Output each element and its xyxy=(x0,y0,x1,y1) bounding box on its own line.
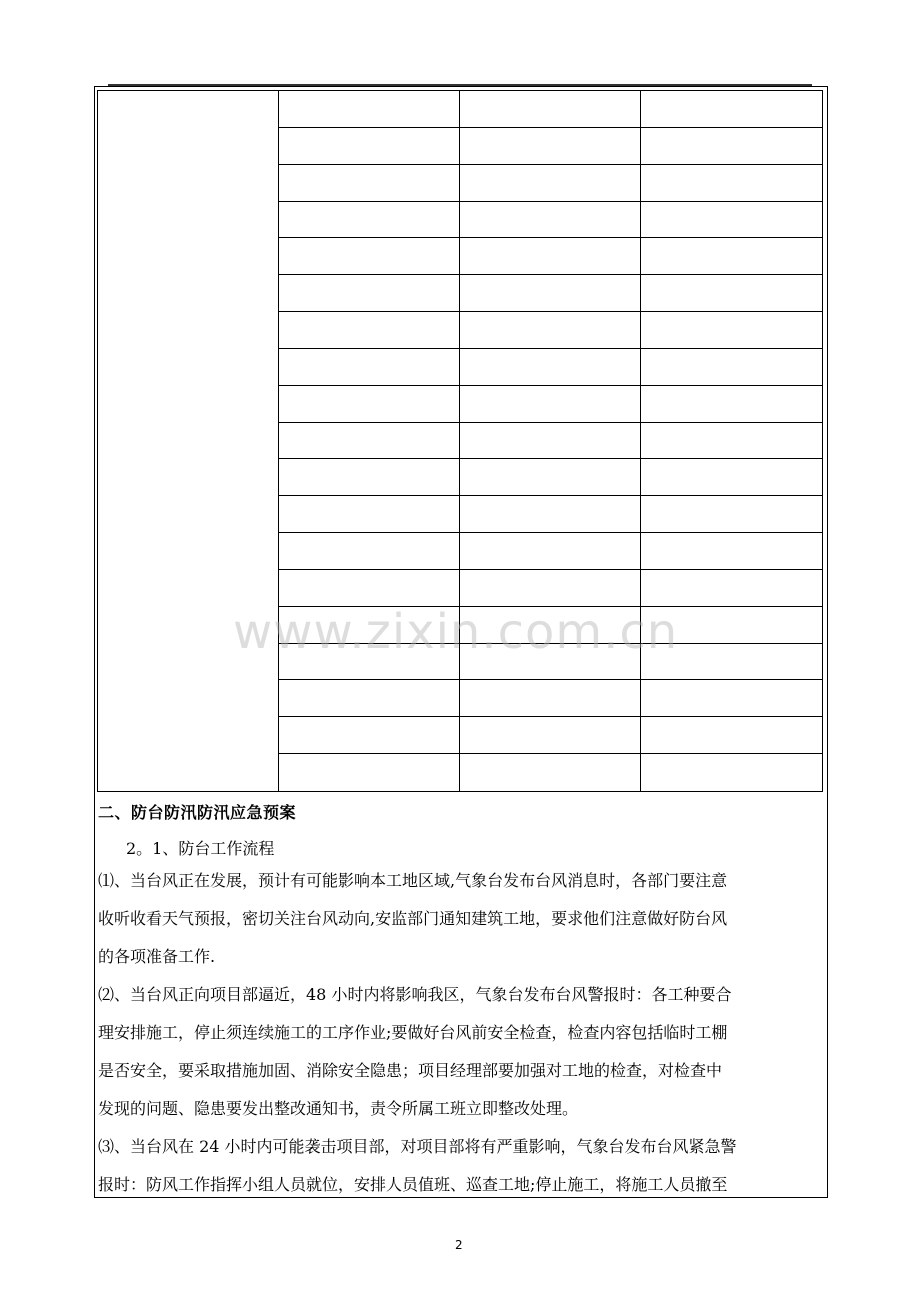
table-cell xyxy=(279,312,460,349)
paragraph-line: 是否安全，要采取措施加固、消除安全隐患；项目经理部要加强对工地的检查，对检查中 xyxy=(98,1061,723,1080)
table-cell xyxy=(641,275,822,312)
table-cell xyxy=(279,717,460,754)
table-cell xyxy=(460,312,641,349)
table-cell xyxy=(460,165,641,202)
table-cell xyxy=(460,238,641,275)
paragraph-line: ⑴、当台风正在发展，预计有可能影响本工地区域,气象台发布台风消息时，各部门要注意 xyxy=(98,871,728,890)
table-cell xyxy=(460,459,641,496)
table-cell xyxy=(641,754,822,791)
section-subtitle: 2。1、防台工作流程 xyxy=(126,839,275,858)
table-cell xyxy=(279,275,460,312)
table-cell xyxy=(641,680,822,717)
paragraph-line: 收听收看天气预报，密切关注台风动向,安监部门通知建筑工地，要求他们注意做好防台风 xyxy=(98,909,728,928)
table-cell xyxy=(641,165,822,202)
table-cell xyxy=(641,349,822,386)
table-cell xyxy=(279,349,460,386)
watermark: www.zixin.com.cn xyxy=(233,604,679,660)
paragraph-line: 发现的问题、隐患要发出整改通知书，责令所属工班立即整改处理。 xyxy=(98,1099,579,1118)
blank-table xyxy=(97,90,823,792)
table-cell xyxy=(641,459,822,496)
table-cell xyxy=(279,570,460,607)
table-cell xyxy=(279,165,460,202)
table-cell xyxy=(641,533,822,570)
table-cell xyxy=(460,202,641,239)
table-cell xyxy=(279,386,460,423)
table-cell xyxy=(460,349,641,386)
table-cell xyxy=(460,423,641,460)
table-cell xyxy=(279,238,460,275)
table-cell xyxy=(460,570,641,607)
table-cell xyxy=(460,496,641,533)
table-cell xyxy=(460,386,641,423)
table-cell xyxy=(279,533,460,570)
table-cell xyxy=(641,386,822,423)
table-cell xyxy=(279,423,460,460)
table-cell xyxy=(641,202,822,239)
table-cell xyxy=(460,91,641,128)
table-cell xyxy=(460,717,641,754)
table-cell xyxy=(279,754,460,791)
table-cell xyxy=(279,680,460,717)
section-title: 二、防台防汛防汛应急预案 xyxy=(98,803,297,822)
table-cell xyxy=(279,459,460,496)
table-cell xyxy=(279,202,460,239)
table-cell xyxy=(641,717,822,754)
table-cell xyxy=(641,238,822,275)
paragraph-line: 理安排施工，停止须连续施工的工序作业;要做好台风前安全检查，检查内容包括临时工棚 xyxy=(98,1023,728,1042)
table-cell xyxy=(279,496,460,533)
paragraph-line: 的各项准备工作. xyxy=(98,947,216,966)
page-number: 2 xyxy=(455,1238,463,1252)
table-cell xyxy=(641,128,822,165)
table-cell xyxy=(279,91,460,128)
table-cell xyxy=(460,680,641,717)
table-cell xyxy=(641,570,822,607)
table-grid xyxy=(279,91,822,791)
table-cell xyxy=(641,91,822,128)
paragraph-line: ⑶、当台风在 24 小时内可能袭击项目部，对项目部将有严重影响，气象台发布台风紧急警 xyxy=(98,1137,737,1156)
table-cell xyxy=(641,312,822,349)
table-cell xyxy=(460,275,641,312)
table-cell xyxy=(460,754,641,791)
table-cell xyxy=(641,496,822,533)
paragraph-line: 报时：防风工作指挥小组人员就位，安排人员值班、巡查工地;停止施工，将施工人员撤至 xyxy=(98,1175,728,1194)
table-cell xyxy=(279,128,460,165)
table-cell xyxy=(460,128,641,165)
table-merged-left-cell xyxy=(98,91,279,791)
paragraph-line: ⑵、当台风正向项目部逼近，48 小时内将影响我区，气象台发布台风警报时：各工种要合 xyxy=(98,985,732,1004)
table-cell xyxy=(460,533,641,570)
table-cell xyxy=(641,423,822,460)
